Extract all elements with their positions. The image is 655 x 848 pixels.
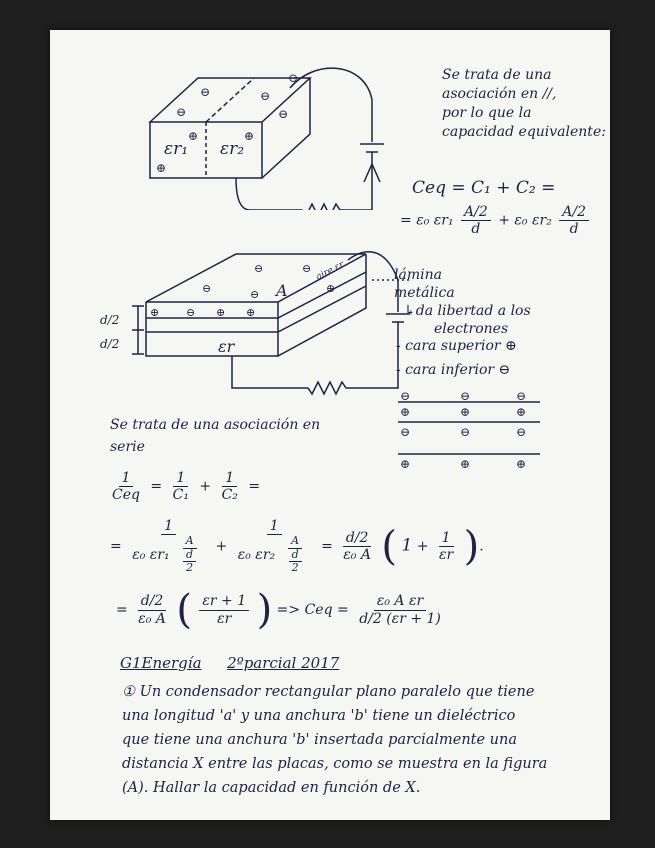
svg-text:⊖: ⊖ [460, 425, 471, 439]
svg-text:⊕: ⊕ [516, 457, 527, 471]
series-line-1: Se trata de una asociación en [110, 417, 321, 433]
parallel-capacitor-diagram [140, 60, 420, 210]
svg-text:⊕: ⊕ [460, 405, 471, 419]
charge-layers-diagram [394, 386, 544, 476]
svg-text:⊖: ⊖ [400, 389, 411, 403]
problem-header [120, 654, 339, 672]
svg-text:⊕: ⊕ [400, 405, 411, 419]
plus-sign-3: ⊕ [156, 161, 167, 175]
lamina-line-4: electrones [434, 321, 509, 337]
minus-sign-2: ⊖ [200, 85, 211, 99]
d-half-label-1: d/2 [100, 313, 120, 327]
problem-exam: 2ºparcial 2017 [227, 654, 340, 672]
series-equation-1: $\frac{1}{\text{Ceq}}$ = $\frac{1}{\text{C₁}}$ + $\frac{1}{\text{C₂}}$ = [112, 470, 261, 504]
ceq-sum-equation: Ceq = C₁ + C₂ = [412, 178, 556, 198]
svg-text:⊖: ⊖ [460, 389, 471, 403]
problem-line-1: ① Un condensador rectangular plano paralelo que tiene [122, 684, 535, 700]
minus-sign-4: ⊖ [278, 107, 289, 121]
svg-text:⊖: ⊖ [516, 425, 527, 439]
note-line-1: Se trata de una [442, 67, 552, 83]
cara-inferior: - cara inferior ⊖ [396, 362, 511, 378]
series-capacitor-diagram [86, 240, 416, 400]
area-label: A [276, 281, 288, 300]
svg-text:⊕: ⊕ [516, 405, 527, 419]
series-line-2: serie [110, 439, 145, 455]
series-equation-2: = 1 ε₀ εr₁ $\frac{A}{\frac{d}{2}}$ + 1 ε₀ εr₂ $\frac{A}{\frac{d}{2}}$ = $\frac{d/2}{\text{ε₀ A}}$ ( 1 + $\frac{1}{\varepsilon r}$ ). [110, 518, 484, 575]
plus-sign-2: ⊕ [244, 129, 255, 143]
lamina-line-3: ↳da libertad a los [404, 303, 531, 319]
ceq-expanded-equation: = ε₀ εr₁ $\frac{A/2}{d}$ + ε₀ εr₂ $\frac{A/2}{d}$ [400, 204, 592, 237]
problem-text [122, 680, 547, 800]
d-half-label-2: d/2 [100, 337, 120, 351]
svg-text:⊖: ⊖ [400, 425, 411, 439]
series-note [110, 414, 320, 458]
plus-mark-1: ⊕ [326, 282, 336, 295]
svg-text:⊖: ⊖ [516, 389, 527, 403]
plus-mark-4: ⊕ [246, 306, 256, 319]
notebook-page [50, 30, 610, 820]
problem-line-2: una longitud 'a' y una anchura 'b' tiene un dieléctrico [122, 708, 516, 724]
plus-mark-2: ⊕ [150, 306, 160, 319]
aire-label: aire εr [314, 259, 346, 283]
problem-line-5: (A). Hallar la capacidad en función de X. [122, 780, 421, 796]
note-line-2: asociación en //, [442, 86, 557, 102]
lamina-line-1: lámina [394, 267, 442, 283]
parallel-note [442, 66, 606, 142]
svg-text:⊕: ⊕ [460, 457, 471, 471]
plus-mark-3: ⊕ [216, 306, 226, 319]
series-equation-3: = $\frac{d/2}{\text{ε₀ A}}$ ( $\frac{\varepsilon r + 1}{\varepsilon r}$ ) => Ceq = $\frac{\text{ε₀ A εr}}{d/2 (\varepsilon r + 1)}$ [116, 587, 441, 633]
er2-label: εr₂ [220, 139, 245, 159]
problem-source: G1Energía [120, 654, 202, 672]
plus-sign-1: ⊕ [188, 129, 199, 143]
minus-mark-3: ⊖ [202, 282, 212, 295]
minus-mark-2: ⊖ [302, 262, 312, 275]
er-label: εr [218, 337, 235, 356]
svg-text:⊕: ⊕ [400, 457, 411, 471]
lamina-line-2: metálica [394, 285, 455, 301]
problem-line-4: distancia X entre las placas, como se muestra en la figura [122, 756, 548, 772]
note-line-4: capacidad equivalente: [442, 124, 606, 140]
lamina-note [394, 266, 531, 338]
minus-sign-5: ⊖ [288, 71, 299, 85]
minus-mark-1: ⊖ [254, 262, 264, 275]
minus-sign-1: ⊖ [176, 105, 187, 119]
er1-label: εr₁ [164, 139, 189, 159]
problem-line-3: que tiene una anchura 'b' insertada parcialmente una [122, 732, 517, 748]
minus-mark-5: ⊖ [186, 306, 196, 319]
minus-sign-3: ⊖ [260, 89, 271, 103]
note-line-3: por lo que la [442, 105, 532, 121]
minus-mark-4: ⊖ [250, 288, 260, 301]
cara-superior: - cara superior ⊕ [396, 338, 517, 354]
